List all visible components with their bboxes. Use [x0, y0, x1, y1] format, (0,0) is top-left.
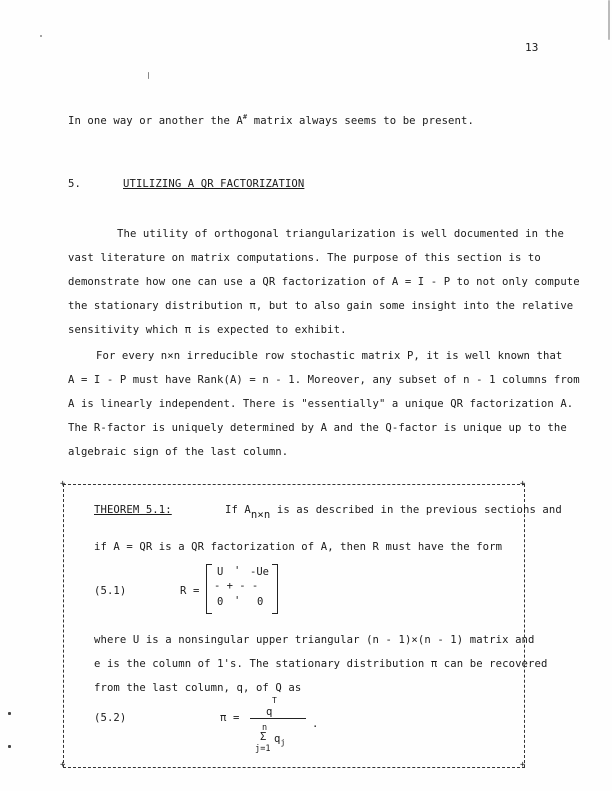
eq-5-2-sigma: Σ	[260, 731, 267, 743]
scan-speck	[40, 35, 42, 37]
r-matrix	[206, 564, 278, 612]
para1-line-4: the stationary distribution π, but to also gain some insight into the relative	[68, 300, 574, 312]
box-corner-br: +	[520, 760, 526, 770]
theorem-box	[63, 484, 525, 768]
eq-5-2-denom-q: $q_j$	[274, 733, 286, 747]
eq-5-2-sum-lower: j=1	[255, 744, 271, 754]
eq-5-2-period: .	[312, 718, 319, 730]
theorem-label: THEOREM 5.1:	[94, 504, 172, 516]
para2-line-3: A is linearly independent. There is "essentially" a unique QR factorization A.	[68, 398, 574, 410]
eq-5-2-lhs: π =	[220, 712, 240, 724]
matrix-cell-minus-ue: -Ue	[250, 566, 269, 578]
matrix-left-bracket	[206, 564, 212, 614]
scan-edge-mark	[608, 0, 610, 40]
eq-5-2-label: (5.2)	[94, 712, 127, 724]
eq-5-2-transpose: T	[272, 696, 277, 705]
matrix-vbar-top: '	[234, 565, 241, 577]
para1-line-2: vast literature on matrix computations. The purpose of this section is to	[68, 252, 541, 264]
scan-speck	[8, 712, 11, 715]
page-number: 13	[525, 41, 539, 54]
para2-line-4: The R-factor is uniquely determined by A and the Q-factor is unique up to the	[68, 422, 567, 434]
box-corner-tl: +	[60, 479, 66, 489]
matrix-vbar-bottom: '	[234, 595, 241, 607]
matrix-hdash-left: - + - -	[214, 580, 259, 592]
section-number: 5.	[68, 178, 81, 190]
eq-5-2-sum-upper: n	[262, 723, 268, 733]
eq-5-1-lhs: R =	[180, 585, 200, 597]
para1-line-3: demonstrate how one can use a QR factorization of A = I - P to not only compute	[68, 276, 580, 288]
intro-line: In one way or another the A# matrix always seems to be present.	[68, 113, 474, 127]
scan-speck	[148, 72, 149, 79]
eq-5-2-numerator: q	[266, 706, 273, 718]
section-title: UTILIZING A QR FACTORIZATION	[123, 178, 305, 190]
para2-line-1: For every n×n irreducible row stochastic matrix P, it is well known that	[96, 350, 563, 362]
para2-line-5: algebraic sign of the last column.	[68, 446, 289, 458]
matrix-cell-u: U	[217, 566, 224, 578]
eq-5-2-fraction-bar	[250, 718, 306, 719]
theorem-line-3: where U is a nonsingular upper triangular (n - 1)×(n - 1) matrix and	[94, 634, 535, 646]
eq-5-1-label: (5.1)	[94, 585, 127, 597]
para1-line-5: sensitivity which π is expected to exhibit.	[68, 324, 347, 336]
box-corner-tr: +	[520, 479, 526, 489]
matrix-cell-zero-left: 0	[217, 596, 224, 608]
theorem-line-4: e is the column of 1's. The stationary distribution π can be recovered	[94, 658, 548, 670]
para2-line-2: A = I - P must have Rank(A) = n - 1. Moreover, any subset of n - 1 columns from	[68, 374, 580, 386]
sharp-superscript: #	[242, 113, 248, 121]
para1-line-1: The utility of orthogonal triangularization is well documented in the	[117, 228, 564, 240]
matrix-right-bracket	[272, 564, 278, 614]
scan-speck	[8, 745, 11, 748]
theorem-line-1: If An×n is as described in the previous sections and	[225, 504, 562, 521]
theorem-line-5: from the last column, q, of Q as	[94, 682, 302, 694]
matrix-cell-zero-right: 0	[257, 596, 264, 608]
theorem-line-2: if A = QR is a QR factorization of A, then R must have the form	[94, 541, 503, 553]
box-corner-bl: +	[60, 760, 66, 770]
